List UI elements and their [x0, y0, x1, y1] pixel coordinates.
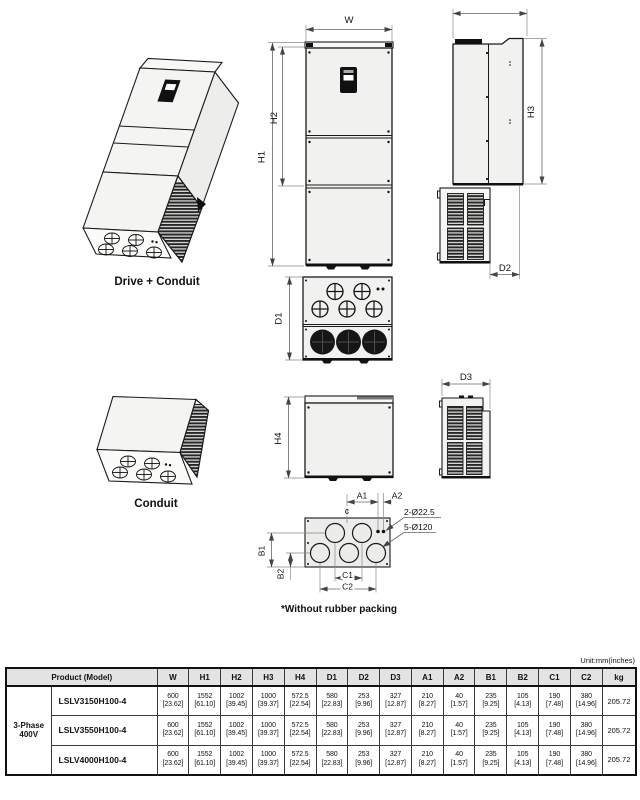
col-header-h2: H2 — [221, 668, 253, 686]
dim-label-c1: C1 — [342, 570, 353, 580]
cable-grommets — [310, 330, 387, 355]
front-view — [257, 15, 394, 270]
value-cell-h4: 572.5 [22.54] — [284, 745, 316, 775]
callout-large-holes: 5-Ø120 — [404, 522, 433, 532]
col-header-h1: H1 — [189, 668, 221, 686]
dim-label-h3: H3 — [526, 105, 537, 119]
value-cell-d2: 253 [9.96] — [348, 716, 380, 746]
centerline-symbol: ¢ — [344, 506, 350, 517]
value-cell-w: 600 [23.62] — [157, 745, 189, 775]
col-header-d2: D2 — [348, 668, 380, 686]
value-cell-d1: 580 [22.83] — [316, 716, 348, 746]
value-cell-h2: 1002 [39.45] — [221, 716, 253, 746]
value-cell-c2: 380 [14.96] — [570, 745, 602, 775]
value-cell-w: 600 [23.62] — [157, 686, 189, 716]
value-cell-b1: 235 [9.25] — [475, 716, 507, 746]
dim-label-w: W — [344, 15, 354, 26]
dim-label-a1: A1 — [356, 490, 368, 501]
value-cell-b2: 105 [4.13] — [507, 716, 539, 746]
table-row — [6, 745, 636, 775]
value-cell-d1: 580 [22.83] — [316, 686, 348, 716]
value-cell-d3: 327 [12.87] — [380, 716, 412, 746]
iso-conduit-caption: Conduit — [134, 498, 178, 510]
dimensions-table — [5, 667, 637, 776]
col-header-a1: A1 — [411, 668, 443, 686]
value-cell-a1: 210 [8.27] — [411, 745, 443, 775]
col-header-h3: H3 — [252, 668, 284, 686]
unit-note: Unit:mm(inches) — [580, 656, 635, 665]
value-cell-h2: 1002 [39.45] — [221, 745, 253, 775]
col-header-b2: B2 — [507, 668, 539, 686]
dim-label-d3: D3 — [459, 372, 473, 383]
value-cell-a1: 210 [8.27] — [411, 686, 443, 716]
dim-label-h4: H4 — [273, 432, 284, 445]
value-cell-c2: 380 [14.96] — [570, 686, 602, 716]
hole-pattern-detail — [257, 491, 442, 616]
value-cell-h3: 1000 [39.37] — [252, 686, 284, 716]
weight-cell: 205.72 — [602, 745, 636, 775]
value-cell-w: 600 [23.62] — [157, 716, 189, 746]
bottom-view — [274, 277, 393, 364]
model-cell: LSLV3550H100-4 — [51, 716, 157, 746]
table-header-row — [6, 668, 636, 686]
col-header-c2: C2 — [570, 668, 602, 686]
value-cell-d3: 327 [12.87] — [380, 745, 412, 775]
value-cell-b1: 235 [9.25] — [475, 686, 507, 716]
value-cell-a2: 40 [1.57] — [443, 686, 475, 716]
value-cell-d3: 327 [12.87] — [380, 686, 412, 716]
model-cell: LSLV3150H100-4 — [51, 686, 157, 716]
weight-cell: 205.72 — [602, 686, 636, 716]
iso-drive-conduit-view — [83, 59, 238, 289]
conduit-side-view — [440, 372, 491, 478]
col-header-d3: D3 — [380, 668, 412, 686]
dim-label-b1: B1 — [256, 545, 267, 557]
side-view — [438, 9, 548, 279]
table-row — [6, 716, 636, 746]
dim-label-c2: C2 — [342, 581, 353, 592]
dim-label-a2: A2 — [391, 490, 403, 501]
value-cell-c1: 190 [7.48] — [539, 686, 571, 716]
col-header-kg: kg — [602, 668, 636, 686]
value-cell-h3: 1000 [39.37] — [252, 716, 284, 746]
value-cell-a2: 40 [1.57] — [443, 745, 475, 775]
dim-label-d2: D2 — [498, 263, 512, 274]
callout-small-holes: 2-Ø22.5 — [404, 507, 435, 517]
col-header-b1: B1 — [475, 668, 507, 686]
value-cell-h2: 1002 [39.45] — [221, 686, 253, 716]
phase-group-cell: 3-Phase 400V — [6, 686, 51, 775]
table-row — [6, 686, 636, 716]
iso-drive-caption: Drive + Conduit — [114, 276, 200, 288]
weight-cell: 205.72 — [602, 716, 636, 746]
value-cell-c1: 190 [7.48] — [539, 716, 571, 746]
col-header-c1: C1 — [539, 668, 571, 686]
value-cell-d1: 580 [22.83] — [316, 745, 348, 775]
value-cell-a2: 40 [1.57] — [443, 716, 475, 746]
col-header-d1: D1 — [316, 668, 348, 686]
col-header-w: W — [157, 668, 189, 686]
iso-conduit-view — [97, 397, 210, 511]
value-cell-h4: 572.5 [22.54] — [284, 686, 316, 716]
dim-label-h1: H1 — [256, 150, 268, 164]
dim-label-h2: H2 — [269, 111, 280, 125]
value-cell-h4: 572.5 [22.54] — [284, 716, 316, 746]
value-cell-h1: 1552 [61.10] — [189, 686, 221, 716]
conduit-front-view — [273, 396, 393, 481]
dim-label-b2: B2 — [275, 568, 286, 580]
value-cell-d2: 253 [9.96] — [348, 686, 380, 716]
rubber-packing-note: *Without rubber packing — [281, 604, 398, 615]
value-cell-a1: 210 [8.27] — [411, 716, 443, 746]
value-cell-c1: 190 [7.48] — [539, 745, 571, 775]
value-cell-c2: 380 [14.96] — [570, 716, 602, 746]
dim-label-d1: D1 — [273, 312, 285, 325]
model-cell: LSLV4000H100-4 — [51, 745, 157, 775]
value-cell-b2: 105 [4.13] — [507, 745, 539, 775]
value-cell-h1: 1552 [61.10] — [189, 745, 221, 775]
table-body — [6, 686, 636, 775]
col-header-a2: A2 — [443, 668, 475, 686]
value-cell-h3: 1000 [39.37] — [252, 745, 284, 775]
value-cell-h1: 1552 [61.10] — [189, 716, 221, 746]
col-header-h4: H4 — [284, 668, 316, 686]
value-cell-b2: 105 [4.13] — [507, 686, 539, 716]
col-header-product: Product (Model) — [6, 668, 157, 686]
value-cell-d2: 253 [9.96] — [348, 745, 380, 775]
value-cell-b1: 235 [9.25] — [475, 745, 507, 775]
